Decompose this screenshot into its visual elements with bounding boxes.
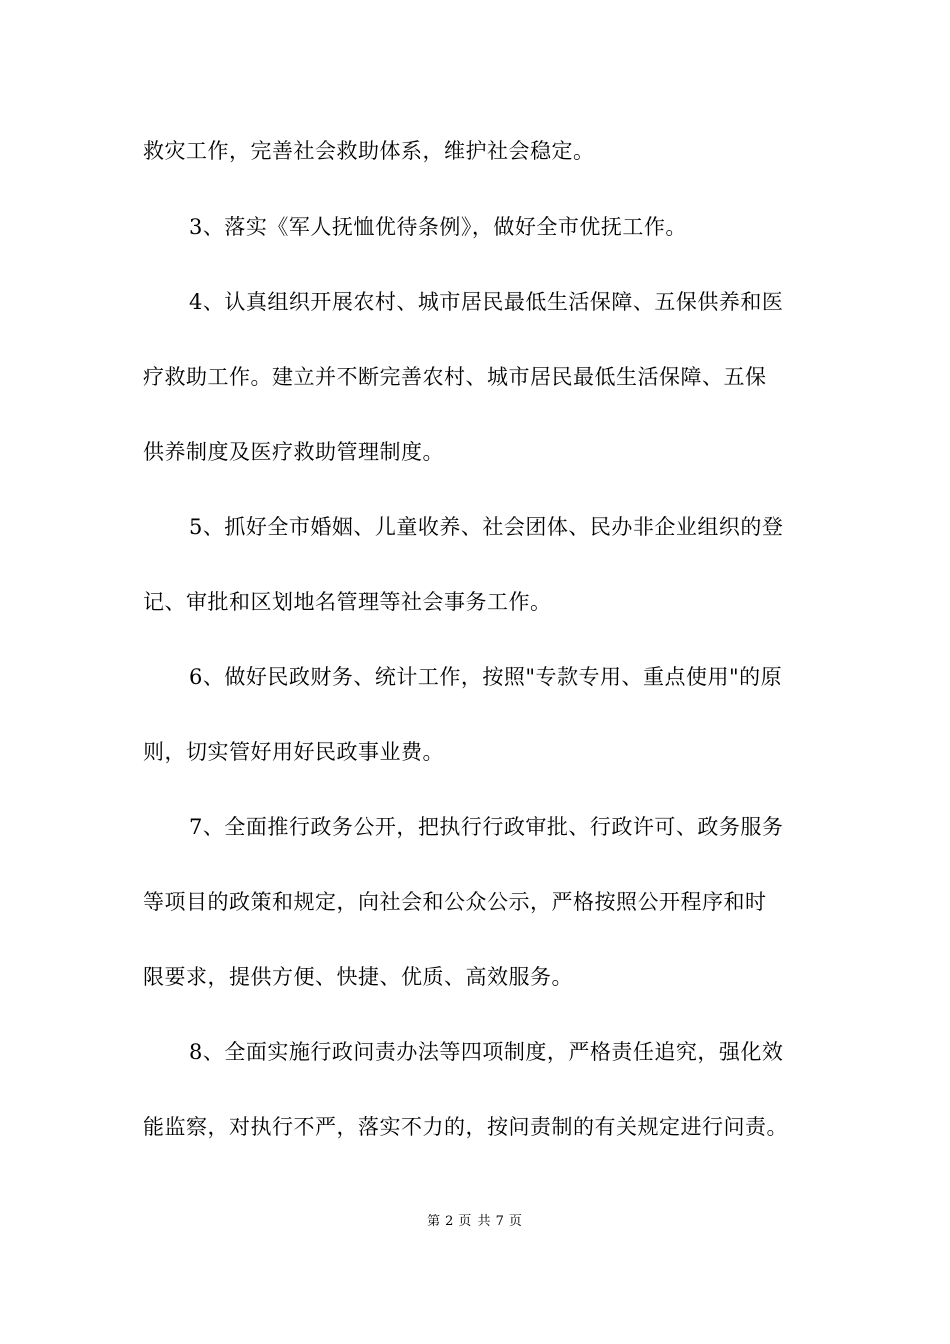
text-line: 8、全面实施行政问责办法等四项制度，严格责任追究，强化效 [189,1040,784,1064]
text-line: 救灾工作，完善社会救助体系，维护社会稳定。 [143,139,595,163]
page-footer [0,1212,950,1232]
text-line: 能监察，对执行不严，落实不力的，按问责制的有关规定进行问责。 [143,1115,788,1139]
text-line: 则，切实管好用好民政事业费。 [143,740,444,764]
text-line: 3、落实《军人抚恤优待条例》，做好全市优抚工作。 [189,215,687,239]
footer-prefix: 第 [427,1214,442,1229]
text-line: 等项目的政策和规定，向社会和公众公示，严格按照公开程序和时 [143,890,767,914]
text-line: 5、抓好全市婚姻、儿童收养、社会团体、民办非企业组织的登 [189,515,784,539]
text-line: 记、审批和区划地名管理等社会事务工作。 [143,590,552,614]
total-pages-number: 7 [495,1214,505,1229]
text-line: 7、全面推行政务公开，把执行行政审批、行政许可、政务服务 [189,815,784,839]
text-line: 4、认真组织开展农村、城市居民最低生活保障、五保供养和医 [189,290,784,314]
current-page-number: 2 [445,1214,455,1229]
footer-middle: 页 共 [458,1214,492,1229]
text-line: 6、做好民政财务、统计工作，按照"专款专用、重点使用"的原 [189,665,783,689]
text-line: 供养制度及医疗救助管理制度。 [143,440,444,464]
text-line: 疗救助工作。建立并不断完善农村、城市居民最低生活保障、五保 [143,365,767,389]
text-line: 限要求，提供方便、快捷、优质、高效服务。 [143,965,573,989]
footer-suffix: 页 [508,1214,523,1229]
